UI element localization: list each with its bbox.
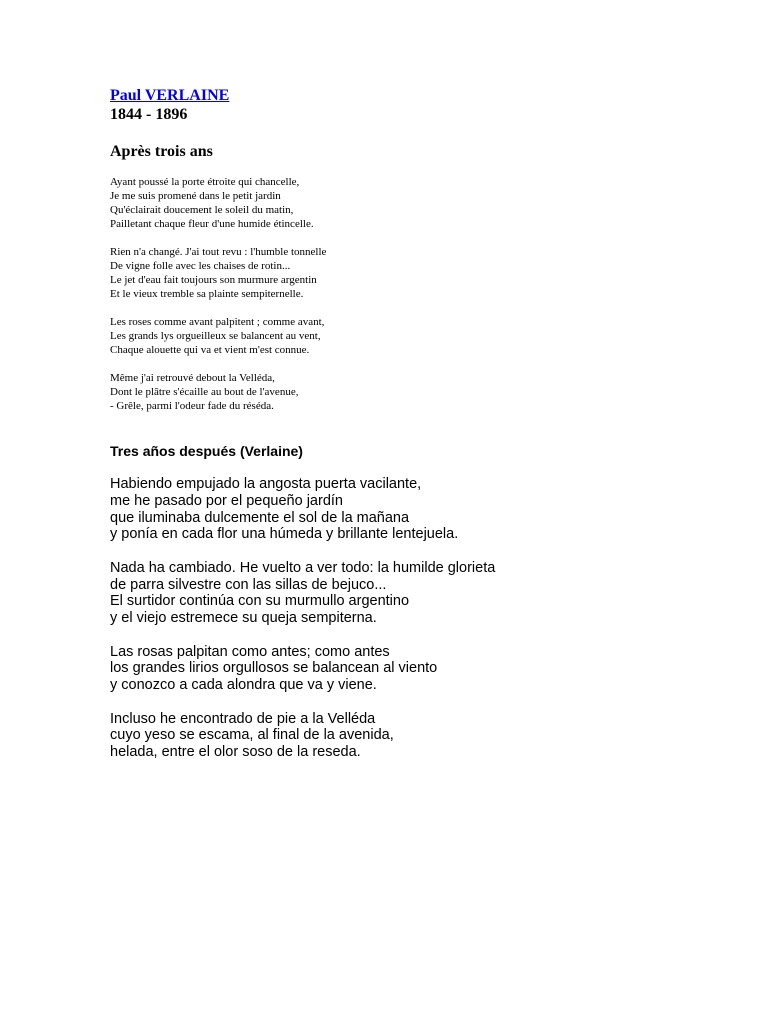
poem-line: helada, entre el olor soso de la reseda. (110, 744, 361, 761)
poem-line: Je me suis promené dans le petit jardin (110, 190, 281, 202)
author-dates: 1844 - 1896 (110, 106, 188, 123)
french-stanza-4 (110, 371, 710, 413)
poem-line: El surtidor continúa con su murmullo argentino (110, 593, 410, 610)
french-stanza-2 (110, 245, 710, 301)
spanish-stanza-1 (110, 476, 710, 543)
poem-line: Qu'éclairait doucement le soleil du matin, (110, 204, 294, 216)
spanish-stanza-2 (110, 560, 710, 627)
french-stanza-3 (110, 315, 710, 357)
author-link[interactable]: Paul VERLAINE (110, 87, 230, 104)
spanish-stanza-3 (110, 644, 710, 694)
spanish-poem (110, 476, 710, 761)
poem-line: Les roses comme avant palpitent ; comme avant, (110, 316, 325, 328)
poem-line: Incluso he encontrado de pie a la Velléda (110, 710, 376, 727)
spanish-stanza-4 (110, 711, 710, 761)
poem-line: Même j'ai retrouvé debout la Velléda, (110, 372, 275, 384)
poem-line: me he pasado por el pequeño jardín (110, 492, 343, 509)
poem-line: Dont le plâtre s'écaille au bout de l'avenue, (110, 386, 299, 398)
poem-line: Les grands lys orgueilleux se balancent au vent, (110, 330, 321, 342)
poem-line: Nada ha cambiado. He vuelto a ver todo: la humilde glorieta (110, 559, 496, 576)
poem-line: - Grêle, parmi l'odeur fade du réséda. (110, 400, 274, 412)
poem-line: cuyo yeso se escama, al final de la avenida, (110, 727, 394, 744)
poem-line: y el viejo estremece su queja sempiterna. (110, 610, 377, 627)
poem-line: Pailletant chaque fleur d'une humide étincelle. (110, 218, 314, 230)
poem-line: que iluminaba dulcemente el sol de la mañana (110, 509, 410, 526)
french-poem (110, 175, 710, 413)
poem-line: Habiendo empujado la angosta puerta vacilante, (110, 476, 422, 492)
poem-line: Ayant poussé la porte étroite qui chancelle, (110, 176, 300, 188)
poem-line: los grandes lirios orgullosos se balancean al viento (110, 660, 438, 677)
poem-line: y ponía en cada flor una húmeda y brillante lentejuela. (110, 526, 459, 543)
poem-line: y conozco a cada alondra que va y viene. (110, 677, 377, 694)
poem-line: Et le vieux tremble sa plainte sempiternelle. (110, 288, 304, 300)
poem-line: Chaque alouette qui va et vient m'est connue. (110, 344, 310, 356)
poem-line: Le jet d'eau fait toujours son murmure argentin (110, 274, 317, 286)
document-page (110, 86, 710, 778)
poem-line: De vigne folle avec les chaises de rotin... (110, 260, 291, 272)
poem-line: de parra silvestre con las sillas de bejuco... (110, 576, 387, 593)
french-stanza-1 (110, 175, 710, 231)
poem-line: Rien n'a changé. J'ai tout revu : l'humble tonnelle (110, 246, 327, 258)
spanish-poem-title: Tres años después (Verlaine) (110, 443, 303, 459)
french-poem-title: Après trois ans (110, 143, 213, 160)
poem-line: Las rosas palpitan como antes; como antes (110, 643, 390, 660)
